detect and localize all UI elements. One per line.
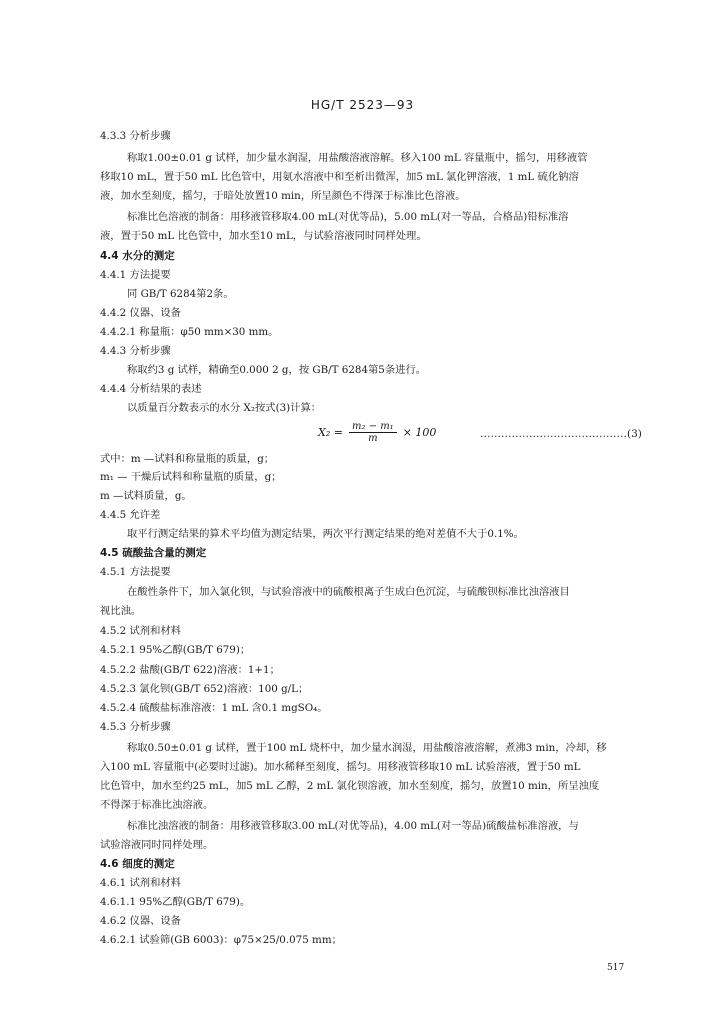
water-content-formula xyxy=(318,421,436,444)
equation-number: ……………………………………(3) xyxy=(480,428,642,440)
text-line: 4.5.2.2 盐酸(GB/T 622)溶液：1+1； xyxy=(100,664,280,676)
page-number: 517 xyxy=(607,963,625,973)
formula-numerator: m₂ − m₁ xyxy=(349,421,397,433)
text-line: 4.4.5 允许差 xyxy=(100,509,161,521)
text-line: 称取0.50±0.01 g 试样，置于100 mL 烧杯中，加少量水润湿，用盐酸溶液溶解，煮沸3 min，冷却，移 xyxy=(127,742,607,754)
text-line: 4.5.1 方法提要 xyxy=(100,566,171,578)
text-line: 4.4.1 方法提要 xyxy=(100,269,171,281)
section-heading: 4.6 细度的测定 xyxy=(100,858,175,870)
text-line: 移取10 mL，置于50 mL 比色管中，用氨水溶液中和至析出微浑，加5 mL 氯化钾溶液，1 mL 硫化钠溶 xyxy=(100,171,579,183)
text-line: 称取1.00±0.01 g 试样，加少量水润湿，用盐酸溶液溶解。移入100 mL 容量瓶中，摇匀，用移液管 xyxy=(127,152,588,164)
text-line: 入100 mL 容量瓶中(必要时过滤)。加水稀释至刻度，摇匀。用移液管移取10 mL 试验溶液，置于50 mL xyxy=(100,761,581,773)
formula-denominator: m xyxy=(368,433,378,444)
text-line: 4.4.4 分析结果的表述 xyxy=(100,383,202,395)
text-line: 比色管中，加水至约25 mL，加5 mL 乙醇，2 mL 氯化钡溶液，加水至刻度，摇匀，放置10 min，所呈浊度 xyxy=(100,780,600,792)
text-line: 4.5.2.3 氯化钡(GB/T 652)溶液：100 g/L； xyxy=(100,683,309,695)
text-line: 4.6.1.1 95%乙醇(GB/T 679)。 xyxy=(100,896,251,908)
formula-fraction xyxy=(349,421,397,444)
text-line: 4.6.1 试剂和材料 xyxy=(100,877,181,889)
text-line: 不得深于标准比浊溶液。 xyxy=(100,799,214,811)
text-line: 液，加水至刻度，摇匀，于暗处放置10 min，所呈颜色不得深于标准比色溶液。 xyxy=(100,190,466,202)
section-heading: 4.5 硫酸盐含量的测定 xyxy=(100,547,207,559)
text-line: 4.6.2.1 试验筛(GB 6003)：φ75×25/0.075 mm； xyxy=(100,934,342,946)
text-line: 同 GB/T 6284第2条。 xyxy=(127,288,234,300)
text-line: 标准比浊溶液的制备：用移液管移取3.00 mL(对优等品)，4.00 mL(对一等品)硫酸盐标准溶液，与 xyxy=(127,820,579,832)
text-line: 取平行测定结果的算术平均值为测定结果，两次平行测定结果的绝对差值不大于0.1%。 xyxy=(127,528,524,540)
text-line: 4.5.3 分析步骤 xyxy=(100,721,171,733)
text-line: 标准比色溶液的制备：用移液管移取4.00 mL(对优等品)，5.00 mL(对一等品，合格品)铅标准溶 xyxy=(127,211,569,223)
text-line: 视比浊。 xyxy=(100,605,142,617)
text-line: 4.3.3 分析步骤 xyxy=(100,130,171,142)
text-line: 试验溶液同时同样处理。 xyxy=(100,839,214,851)
standard-header: HG/T 2523—93 xyxy=(310,98,415,112)
text-line: 液，置于50 mL 比色管中，加水至10 mL，与试验溶液同时同样处理。 xyxy=(100,230,427,242)
text-line: 4.4.2.1 称量瓶：φ50 mm×30 mm。 xyxy=(100,326,279,338)
formula-lhs: X₂ = xyxy=(318,426,343,439)
formula-rhs: × 100 xyxy=(402,426,437,439)
text-line: 称取约3 g 试样，精确至0.000 2 g，按 GB/T 6284第5条进行。 xyxy=(127,364,427,376)
text-line: 4.5.2.4 硫酸盐标准溶液：1 mL 含0.1 mgSO₄。 xyxy=(100,702,328,714)
text-line: 在酸性条件下，加入氯化钡，与试验溶液中的硫酸根离子生成白色沉淀，与硫酸钡标准比浊溶液目 xyxy=(127,586,570,598)
text-line: 4.5.2.1 95%乙醇(GB/T 679)； xyxy=(100,644,251,656)
text-line: 4.4.3 分析步骤 xyxy=(100,345,171,357)
text-line: 4.6.2 仪器、设备 xyxy=(100,915,181,927)
text-line: 式中：m —试料和称量瓶的质量，g； xyxy=(100,453,275,465)
text-line: 4.4.2 仪器、设备 xyxy=(100,307,181,319)
text-line: m₁ — 干燥后试料和称量瓶的质量，g； xyxy=(100,471,282,483)
section-heading: 4.4 水分的测定 xyxy=(100,250,175,262)
text-line: 以质量百分数表示的水分 X₂按式(3)计算： xyxy=(127,402,322,414)
text-line: 4.5.2 试剂和材料 xyxy=(100,625,181,637)
text-line: m —试料质量，g。 xyxy=(100,490,192,502)
